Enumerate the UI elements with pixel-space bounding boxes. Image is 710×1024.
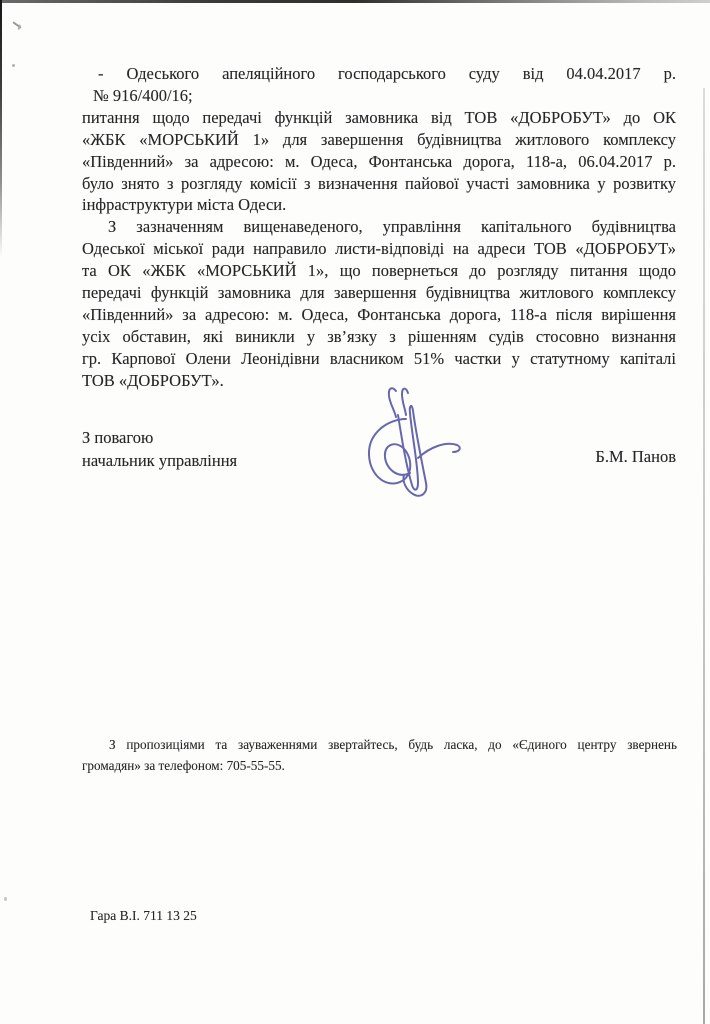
response-paragraph-line: гр. Карпової Олени Леонідівни власником 51% частки у статутному капіталі — [82, 348, 676, 368]
issue-paragraph-line: інфраструктури міста Одеси. — [82, 195, 287, 215]
issue-paragraph-line: питання щодо передачі функцій замовника від ТОВ «ДОБРОБУТ» до ОК — [82, 107, 676, 127]
response-paragraph-line: З зазначенням вищенаведеного, управління капітального будівництва — [108, 217, 676, 237]
ink-speck-dot — [4, 897, 7, 901]
signer-name: Б.М. Панов — [595, 447, 676, 466]
issue-paragraph-line: було знято з розгляду комісії з визначення пайової участі замовника у розвитку — [82, 173, 676, 193]
court-reference-number: № 916/400/16; — [93, 85, 193, 105]
response-paragraph-line: Одеської міської ради направило листи-відповіді на адреси ТОВ «ДОБРОБУТ» — [82, 239, 676, 259]
scan-edge-left-line — [0, 0, 2, 258]
signer-position-title: начальник управління — [82, 451, 238, 470]
contact-note — [82, 735, 677, 776]
scan-edge-top-line — [0, 0, 710, 3]
ink-speck-tick — [12, 21, 21, 28]
handwritten-signature — [352, 384, 464, 508]
response-paragraph-line: ТОВ «ДОБРОБУТ». — [82, 370, 224, 390]
contact-note-line: З пропозиціями та зауваженнями звертайтесь, будь ласка, до «Єдиного центру звернень — [109, 737, 677, 752]
contact-note-line: громадян» за телефоном: 705-55-55. — [82, 757, 285, 773]
response-paragraph-line: передачі функцій замовника для завершення будівництва житлового комплексу — [82, 283, 676, 303]
issue-paragraph-line: «Південний» за адресою: м. Одеса, Фонтанська дорога, 118-а, 06.04.2017 р. — [82, 151, 676, 171]
response-paragraph-line: «Південний» за адресою: м. Одеса, Фонтанська дорога, 118-а після вирішення — [82, 304, 676, 324]
executor-note: Гара В.І. 711 13 25 — [90, 908, 197, 923]
letter-body — [82, 63, 676, 392]
response-paragraph-line: усіх обставин, які виникли у зв’язку з рішенням судів стосовно визнання — [82, 326, 676, 346]
ink-speck-dot — [12, 64, 15, 67]
court-reference-line: - Одеського апеляційного господарського суду від 04.04.2017 р. — [98, 64, 676, 83]
closing-salutation: З повагою — [82, 428, 154, 447]
issue-paragraph-line: «ЖБК «МОРСЬКИЙ 1» для завершення будівництва житлового комплексу — [82, 129, 676, 149]
response-paragraph-line: та ОК «ЖБК «МОРСЬКИЙ 1», що повернеться до розгляду питання щодо — [82, 261, 676, 281]
scan-edge-right-line — [703, 88, 705, 1024]
